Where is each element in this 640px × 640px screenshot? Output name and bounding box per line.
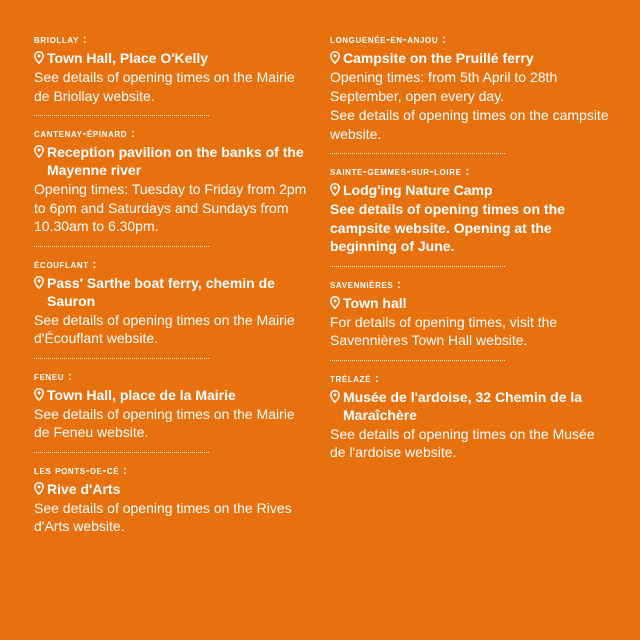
place-name bbox=[34, 386, 314, 404]
place-name bbox=[34, 49, 314, 67]
location-entry bbox=[330, 165, 612, 256]
section-divider bbox=[34, 358, 209, 359]
place-label: Campsite on the Pruillé ferry bbox=[343, 50, 534, 66]
left-column bbox=[34, 33, 314, 536]
map-pin-icon bbox=[34, 482, 44, 495]
map-pin-icon bbox=[330, 296, 340, 309]
town-name: écouflant : bbox=[34, 258, 97, 271]
section-divider bbox=[330, 266, 505, 267]
town-name: sainte-gemmes-sur-loire : bbox=[330, 166, 470, 178]
place-name bbox=[330, 388, 612, 424]
opening-details: See details of opening times on the Rives d'Arts website. bbox=[34, 499, 292, 534]
opening-details: See details of opening times on the Mairie de Briollay website. bbox=[34, 69, 295, 104]
map-pin-icon bbox=[330, 390, 340, 403]
place-label: Town hall bbox=[343, 294, 407, 311]
place-label: Pass' Sarthe boat ferry, chemin de Sauron bbox=[47, 274, 275, 309]
location-entry bbox=[330, 278, 612, 350]
place-label: Musée de l'ardoise, 32 Chemin de la Maraîchère bbox=[343, 388, 583, 423]
place-name bbox=[34, 274, 314, 310]
opening-details: See details of opening times on the campsite website. bbox=[330, 107, 609, 142]
place-label: Town Hall, Place O'Kelly bbox=[47, 50, 209, 66]
opening-details: Opening times: from 5th April to 28th September, open every day. bbox=[330, 69, 558, 104]
map-pin-icon bbox=[34, 51, 44, 64]
map-pin-icon bbox=[330, 51, 340, 64]
opening-details: For details of opening times, visit the Savennières Town Hall website. bbox=[330, 313, 558, 348]
opening-details: Opening times: Tuesday to Friday from 2pm to 6pm and Saturdays and Sundays from 10.30am to 6.30pm. bbox=[34, 181, 307, 234]
place-label: Reception pavilion on the banks of the Mayenne river bbox=[47, 144, 304, 178]
location-entry bbox=[34, 33, 314, 105]
opening-details: See details of opening times on the Mairie de Feneu website. bbox=[34, 405, 295, 440]
location-entry bbox=[34, 258, 314, 348]
section-divider bbox=[330, 360, 505, 361]
section-divider bbox=[34, 246, 209, 247]
town-name: feneu : bbox=[34, 370, 73, 383]
section-divider bbox=[34, 452, 209, 453]
location-entry bbox=[34, 370, 314, 442]
town-name: savennières : bbox=[330, 278, 402, 291]
location-entry bbox=[34, 127, 314, 236]
map-pin-icon bbox=[34, 388, 44, 401]
town-name: les ponts-de-cé : bbox=[34, 464, 128, 477]
place-label: Rive d'Arts bbox=[47, 480, 121, 497]
section-divider bbox=[34, 115, 209, 116]
location-entry bbox=[330, 33, 612, 143]
town-name: briollay : bbox=[34, 34, 88, 46]
place-name bbox=[34, 143, 314, 179]
town-name: cantenay-épinard : bbox=[34, 128, 136, 140]
town-name: longuenée-en-anjou : bbox=[330, 34, 447, 46]
map-pin-icon bbox=[34, 276, 44, 289]
place-name bbox=[330, 181, 612, 199]
map-pin-icon bbox=[34, 145, 44, 158]
map-pin-icon bbox=[330, 183, 340, 196]
opening-details: See details of opening times on the campsite website. Opening at the beginning of June. bbox=[330, 201, 565, 254]
town-name: trélazé : bbox=[330, 372, 380, 385]
place-name bbox=[330, 49, 612, 67]
opening-details: See details of opening times on the Mairie d'Écouflant website. bbox=[34, 311, 295, 346]
location-entry bbox=[34, 464, 314, 536]
section-divider bbox=[330, 153, 505, 154]
opening-details: See details of opening times on the Musée de l'ardoise website. bbox=[330, 425, 595, 460]
place-name bbox=[34, 480, 314, 498]
place-label: Lodg'ing Nature Camp bbox=[343, 182, 493, 198]
place-label: Town Hall, place de la Mairie bbox=[47, 386, 236, 403]
place-name bbox=[330, 294, 612, 312]
right-column bbox=[330, 33, 612, 462]
location-entry bbox=[330, 372, 612, 462]
